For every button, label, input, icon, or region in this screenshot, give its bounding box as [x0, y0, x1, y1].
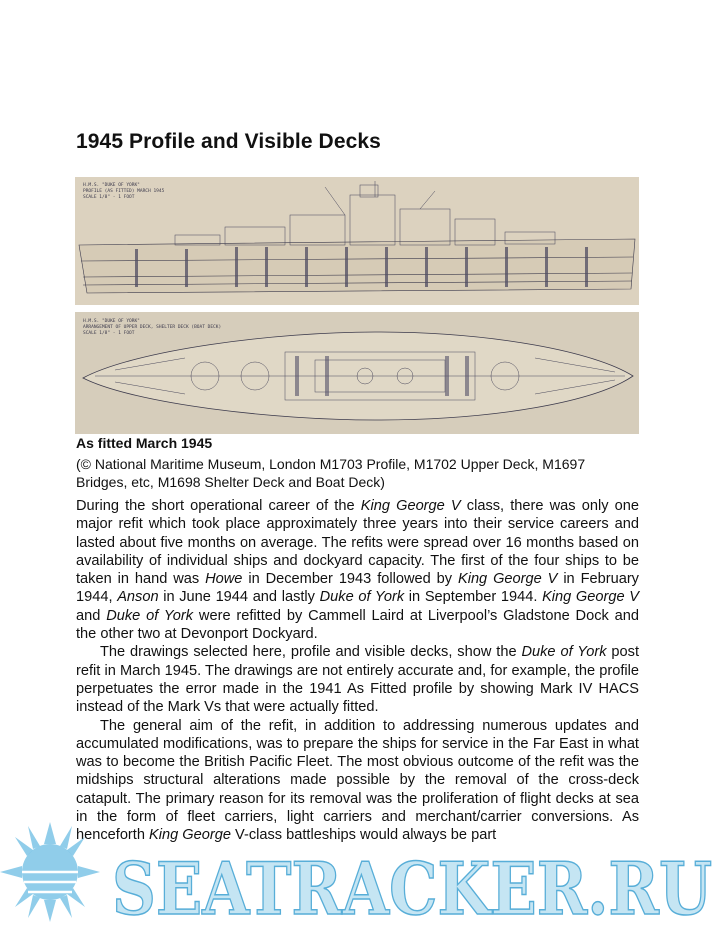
watermark [0, 820, 721, 940]
profile-label-line-2: PROFILE (AS FITTED) MARCH 1945 [83, 189, 165, 194]
ship-name: Anson [117, 589, 159, 606]
ship-name: Howe [205, 571, 243, 588]
caption-credit: (© National Maritime Museum, London M1703 Profile, M1702 Upper Deck, M1697 Bridges, etc, M1698 Shelter Deck and Boat Deck) [76, 456, 586, 490]
page-title: 1945 Profile and Visible Decks [76, 130, 381, 153]
caption-title: As fitted March 1945 [76, 435, 213, 451]
sun-logo-icon [0, 822, 100, 922]
text-span: post refit in March 1945. The drawings are not entirely accurate and, for example, the profile perpetuates the error made in the 1941 As Fitted profile by showing Mark IV HACS instead of the Mark Vs that were actually fitted. [76, 644, 639, 716]
text-span: class, there was only one major refit which took place approximately three years into their service careers and lasted about five months on average. The refits were spread over 16 months based on availability of individual ships and dockyard capacity. The first of the four ships to be taken in hand was [76, 498, 639, 588]
ship-name: Duke of York [319, 589, 405, 606]
deck-plan-drawing-svg [75, 312, 639, 434]
text-span: The drawings selected here, profile and visible decks, show the [100, 644, 522, 661]
paragraph-2 [76, 643, 639, 716]
watermark-text: SEATRACKER.RU [112, 846, 712, 931]
ship-name: King George V [542, 589, 640, 606]
text-span: V-class battleships would always be part [230, 827, 497, 844]
text-span: During the short operational career of the [76, 498, 361, 514]
article-body [76, 497, 639, 845]
ship-name: King George [149, 827, 231, 844]
text-span: The general aim of the refit, in addition to addressing numerous updates and accumulated modifications, was to prepare the ships for service in the Far East in what was to become the British Pacific Fleet. The most obvious outcome of the refit was the midships structural alterations made possible by the removal of the cross-deck catapult. The primary reason for its removal was the proliferation of flight decks at sea in the form of fleet carriers, light carriers and merchant/carrier conversions. As henceforth [76, 717, 639, 844]
profile-drawing-svg [75, 177, 639, 305]
deck-label-line-2: ARRANGEMENT OF UPPER DECK, SHELTER DECK (BOAT DECK) [83, 325, 222, 330]
profile-label-line-3: SCALE 1/8" - 1 FOOT [83, 195, 135, 200]
ship-name: King George V [457, 571, 558, 588]
paragraph-1 [76, 497, 639, 643]
text-span: were refitted by Cammell Laird at Liverpool’s Gladstone Dock and the other two at Devonport Dockyard. [76, 607, 639, 643]
profile-label-line-1: H.M.S. "DUKE OF YORK" [83, 183, 140, 188]
text-span: and [76, 607, 107, 624]
profile-drawing [75, 177, 639, 305]
text-span: in February 1944, [76, 571, 639, 606]
text-span: in December 1943 followed by [242, 571, 458, 588]
deck-plan-drawing [75, 312, 639, 434]
text-span: in June 1944 and lastly [158, 589, 320, 606]
hull-outline [79, 239, 635, 293]
ship-name: King George V [360, 498, 461, 514]
ship-name: Duke of York [106, 607, 194, 624]
deck-label-line-1: H.M.S. "DUKE OF YORK" [83, 319, 140, 324]
deck-label-line-3: SCALE 1/8" - 1 FOOT [83, 331, 135, 336]
text-span: in September 1944. [404, 589, 543, 606]
ship-name: Duke of York [521, 644, 607, 661]
